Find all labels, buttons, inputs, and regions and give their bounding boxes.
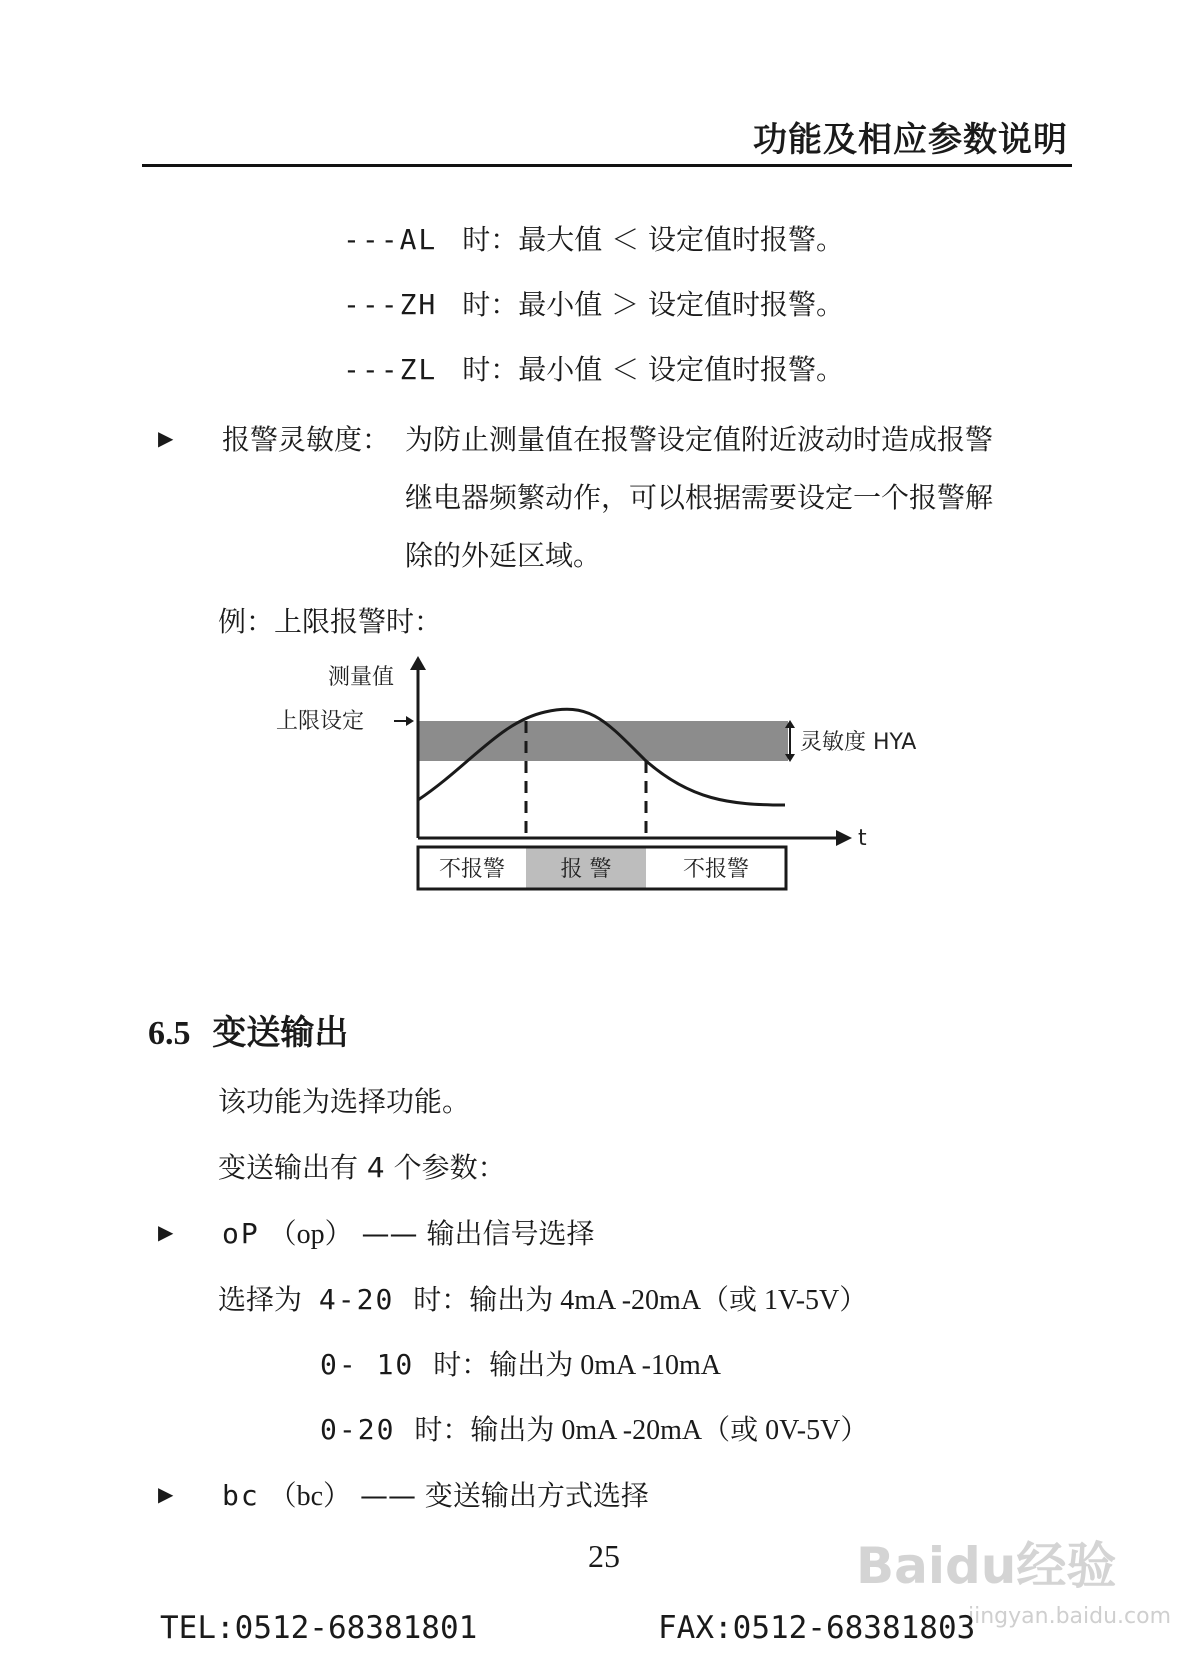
op-option-row <box>320 1343 721 1383</box>
sensitivity-line: 继电器频繁动作，可以根据需要设定一个报警解 <box>405 481 994 514</box>
zone-label-no-alarm: 不报警 <box>438 857 506 882</box>
x-axis-arrow-icon <box>836 830 852 846</box>
param-desc: —— 输出信号选择 <box>361 1217 595 1250</box>
segment-code: 4-20 <box>318 1283 395 1316</box>
example-caption: 例：上限报警时： <box>218 605 443 638</box>
y-axis-arrow-icon <box>410 656 426 670</box>
alarm-mode-text: 时：最小值 ＜ 设定值时报警。 <box>462 353 845 386</box>
segment-code: ---AL <box>343 223 438 256</box>
section-intro: 该功能为选择功能。 <box>218 1085 471 1118</box>
sensitivity-line: 除的外延区域。 <box>405 539 602 572</box>
op-option-text: 时：输出为 0mA -10mA <box>433 1350 721 1381</box>
segment-code: 0-20 <box>320 1413 396 1446</box>
zone-label-no-alarm: 不报警 <box>682 857 750 882</box>
watermark-url: jingyan.baidu.com <box>968 1604 1172 1629</box>
param-paren: （op） <box>268 1219 353 1250</box>
watermark-logo: Baidu经验 <box>856 1537 1117 1595</box>
sensitivity-line: 为防止测量值在报警设定值附近波动时造成报警 <box>405 423 994 456</box>
footer-tel: TEL:0512-68381801 <box>160 1610 478 1646</box>
setpoint-arrow-icon <box>406 716 414 726</box>
section-number: 6.5 <box>148 1015 191 1052</box>
param-item <box>222 1474 649 1514</box>
page-number: 25 <box>588 1538 620 1574</box>
segment-code: 0- 10 <box>320 1348 415 1381</box>
x-axis-label: t <box>858 826 867 851</box>
triangle-right-icon: ▶ <box>158 1482 174 1506</box>
op-prefix: 选择为 <box>218 1283 303 1316</box>
setpoint-label: 上限设定 <box>276 709 365 734</box>
op-option-text: 时：输出为 4mA -20mA（或 1V-5V） <box>413 1285 868 1316</box>
segment-code: oP <box>222 1217 260 1250</box>
op-option-row <box>218 1278 867 1318</box>
band-label: 灵敏度 HYA <box>800 730 917 755</box>
triangle-right-icon: ▶ <box>158 1220 174 1244</box>
page-header-title: 功能及相应参数说明 <box>753 120 1068 160</box>
section-heading <box>148 1005 348 1054</box>
op-option-row <box>320 1408 868 1448</box>
param-desc: —— 变送输出方式选择 <box>359 1479 649 1512</box>
op-option-text: 时：输出为 0mA -20mA（或 0V-5V） <box>414 1415 869 1446</box>
param-count: 变送输出有 4 个参数： <box>218 1151 506 1184</box>
segment-code: ---ZL <box>343 353 438 386</box>
y-axis-label: 测量值 <box>328 665 395 690</box>
triangle-right-icon: ▶ <box>158 426 174 450</box>
zone-label-alarm: 报 警 <box>560 857 612 882</box>
section-title: 变送输出 <box>212 1013 349 1053</box>
sensitivity-label: 报警灵敏度： <box>222 423 391 456</box>
footer-fax: FAX:0512-68381803 <box>658 1610 976 1646</box>
param-item <box>222 1212 594 1252</box>
segment-code: ---ZH <box>343 288 438 321</box>
alarm-mode-text: 时：最小值 ＞ 设定值时报警。 <box>462 288 845 321</box>
param-paren: （bc） <box>268 1481 352 1512</box>
segment-code: bc <box>222 1479 260 1512</box>
alarm-mode-text: 时：最大值 ＜ 设定值时报警。 <box>462 223 845 256</box>
